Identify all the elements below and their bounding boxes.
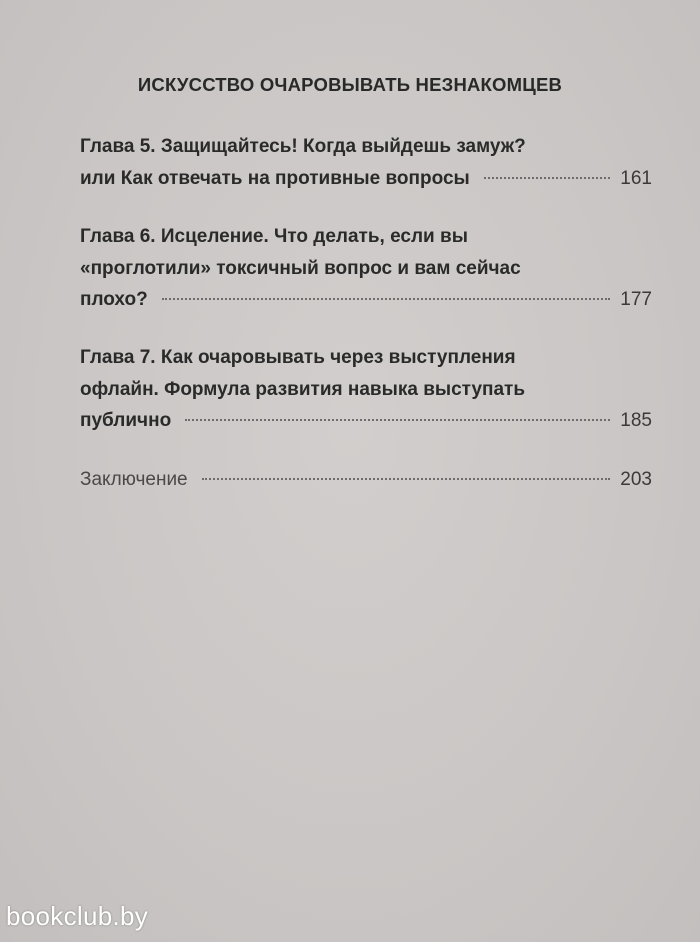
toc-entry-line: Глава 5. Защищайтесь! Когда выйдешь замуж?: [80, 136, 526, 157]
dot-leader: [162, 298, 611, 300]
page-number: 203: [620, 469, 652, 490]
toc-entry-line: или Как отвечать на противные вопросы: [80, 167, 470, 189]
toc-entry-line: офлайн. Формула развития навыка выступать: [80, 378, 526, 400]
toc-entry-line: Заключение: [80, 469, 188, 490]
toc-entry-line: Глава 6. Исцеление. Что делать, если вы: [80, 226, 468, 247]
toc-entry-chapter-7: [80, 342, 652, 437]
toc-entry-last-line: [80, 405, 652, 437]
toc-entry-last-line: [80, 464, 652, 496]
toc-entry-last-line: [80, 163, 652, 195]
running-header: ИСКУССТВО ОЧАРОВЫВАТЬ НЕЗНАКОМЦЕВ: [137, 74, 563, 95]
toc-entry-line: публично: [80, 410, 172, 431]
toc-entry-conclusion: [80, 464, 652, 496]
toc-entry-line: плохо?: [80, 289, 148, 310]
dot-leader: [484, 177, 611, 179]
page-number: 177: [620, 289, 652, 310]
toc-entry-last-line: [80, 284, 652, 316]
site-watermark: bookclub.by: [6, 901, 149, 931]
toc-entry-chapter-6: [80, 221, 652, 316]
dot-leader: [202, 478, 611, 480]
dot-leader: [185, 419, 610, 421]
toc-entry-chapter-5: [80, 131, 652, 194]
page-number: 185: [620, 410, 652, 431]
toc-entry-line: «проглотили» токсичный вопрос и вам сейчас: [80, 257, 521, 279]
page-number: 161: [620, 167, 652, 189]
toc-entry-line: Глава 7. Как очаровывать через выступления: [80, 347, 516, 368]
